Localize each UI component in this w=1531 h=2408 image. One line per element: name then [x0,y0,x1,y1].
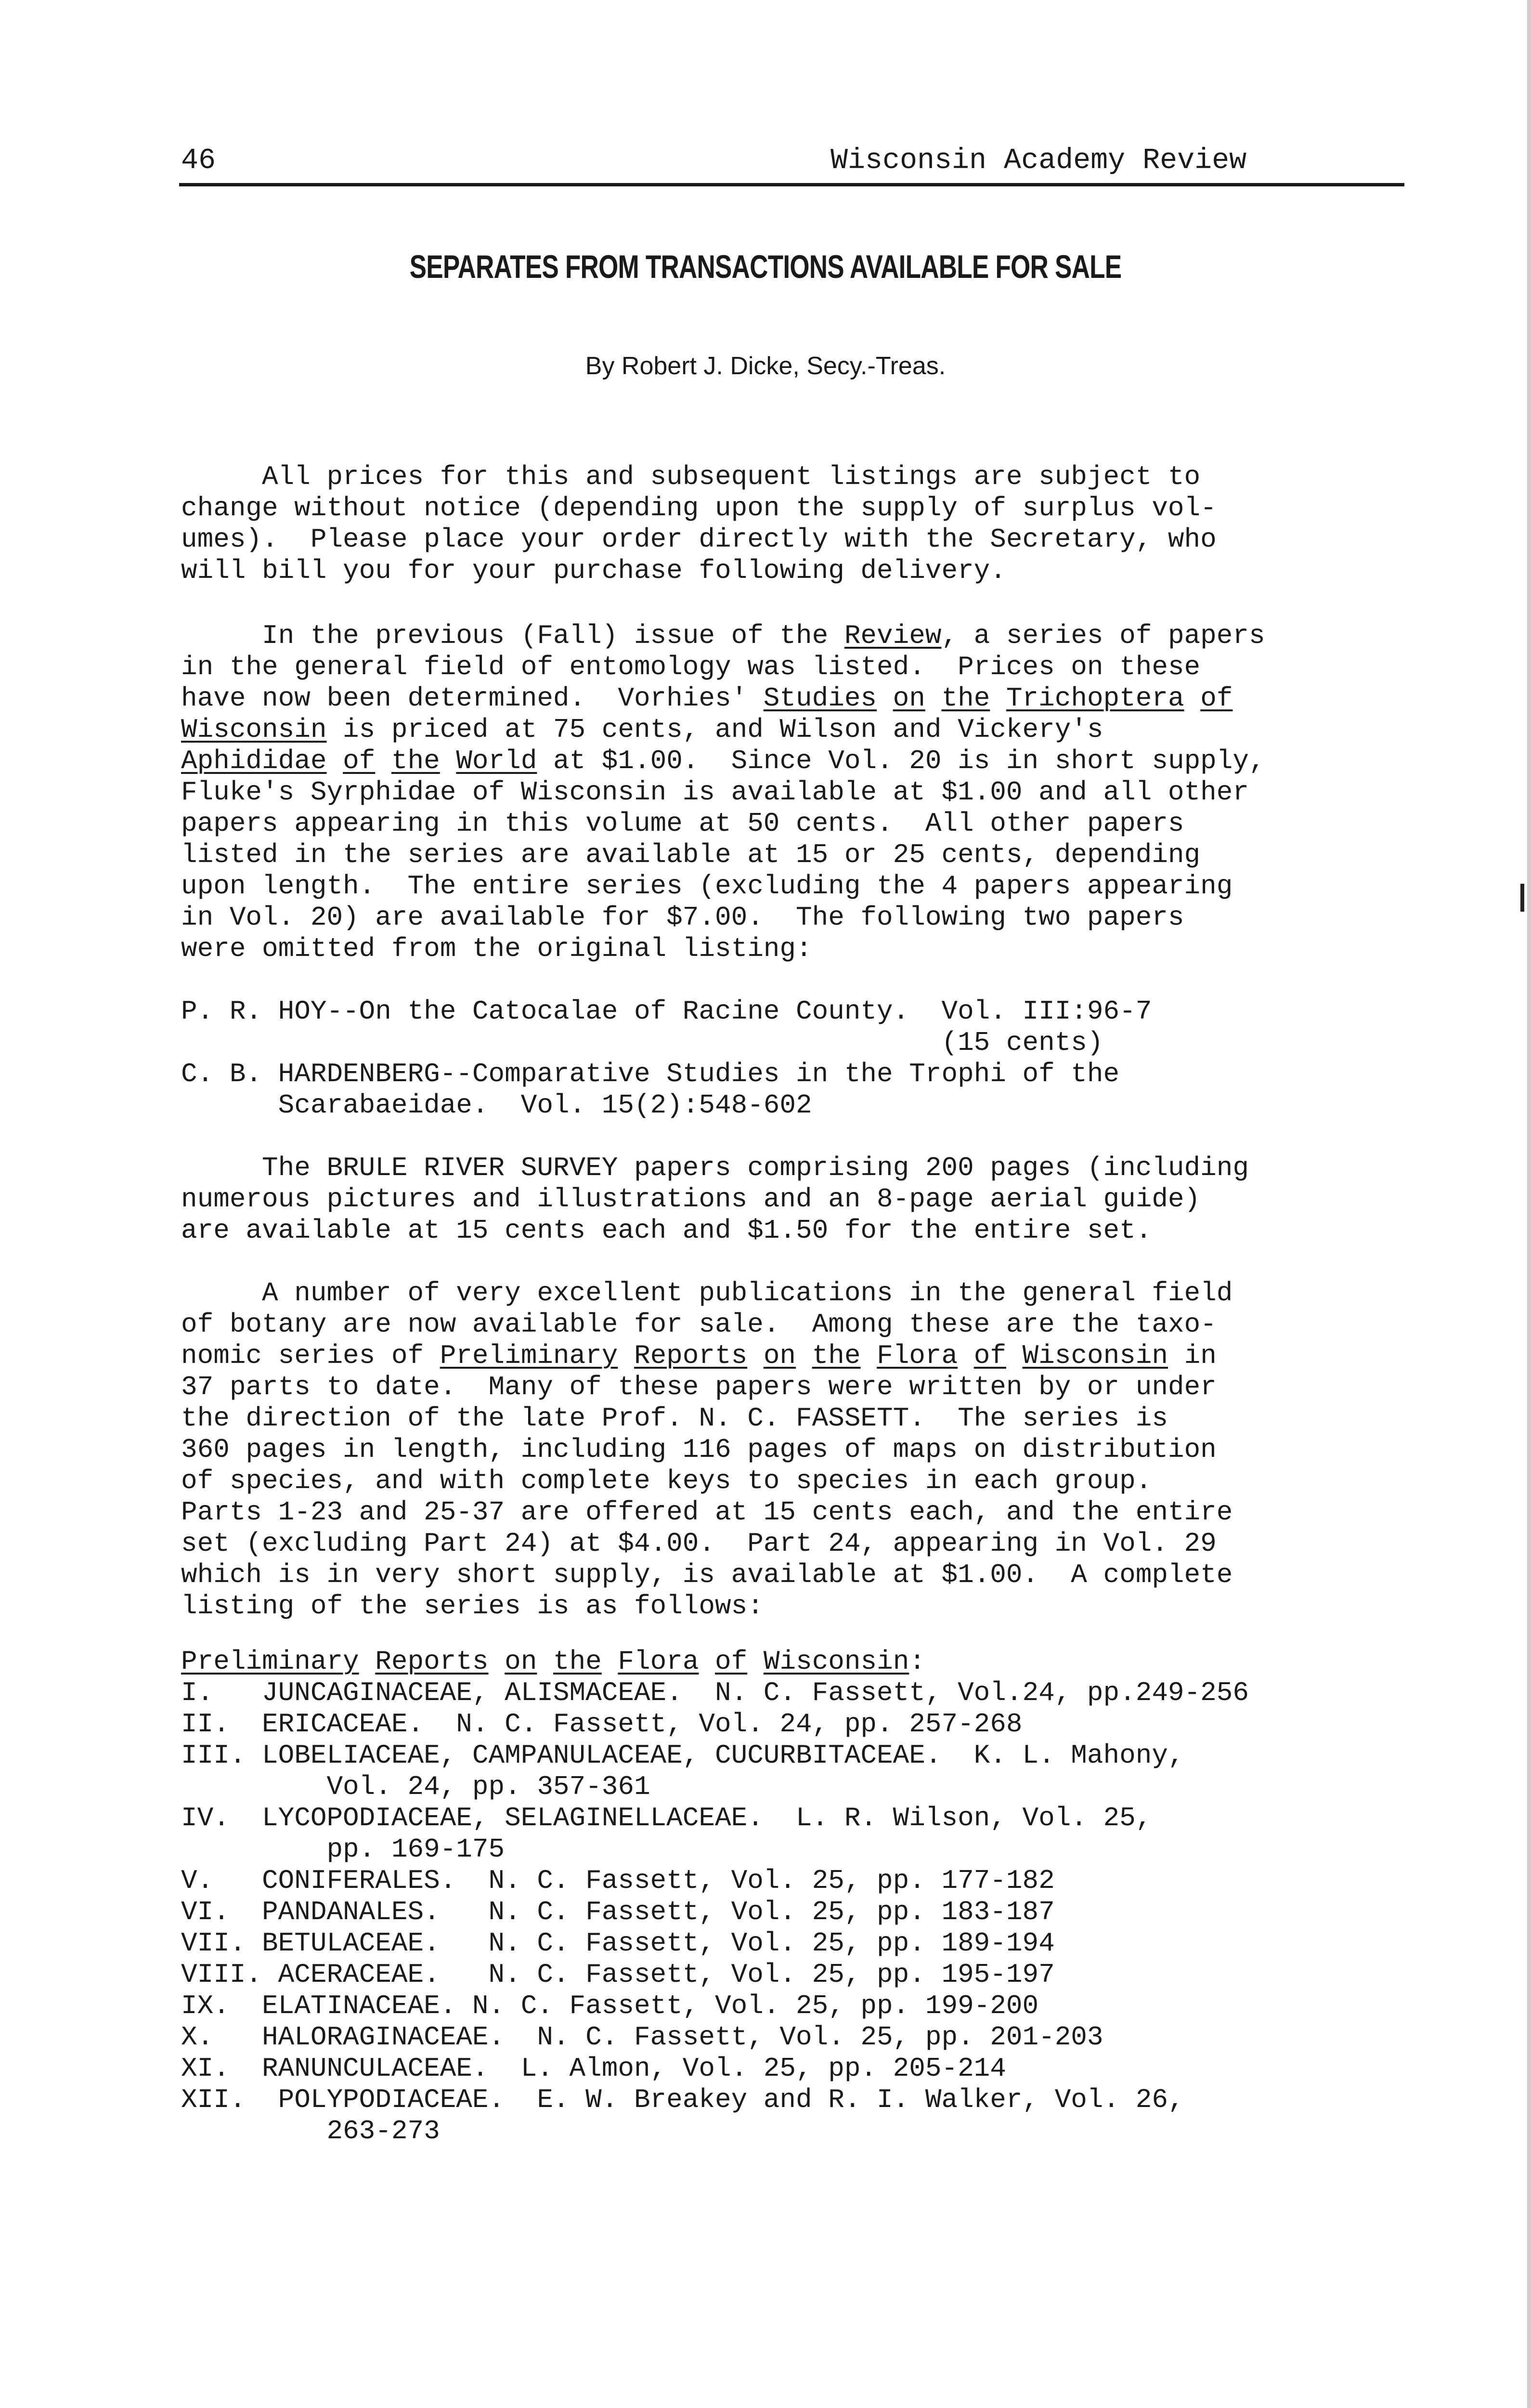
article-title: SEPARATES FROM TRANSACTIONS AVAILABLE FOR SALE [409,249,1122,285]
text-line: 37 parts to date. Many of these papers were written by or under [181,1372,1217,1402]
text-line: which is in very short supply, is available at $1.00. A complete [181,1559,1233,1590]
list-item: XI. RANUNCULACEAE. L. Almon, Vol. 25, pp. 205-214 [181,2053,1006,2084]
text-line: Wisconsin is priced at 75 cents, and Wilson and Vickery's [181,714,1103,745]
text-line: (15 cents) [181,1027,1103,1058]
list-item: X. HALORAGINACEAE. N. C. Fassett, Vol. 25, pp. 201-203 [181,2022,1103,2053]
text-line: In the previous (Fall) issue of the Review, a series of papers [181,620,1265,651]
text-line: Scarabaeidae. Vol. 15(2):548-602 [181,1090,812,1121]
page-number: 46 [181,144,216,177]
list-item: pp. 169-175 [181,1834,505,1865]
text-line: listing of the series is as follows: [181,1591,764,1622]
text-line: A number of very excellent publications in the general field [181,1278,1233,1309]
underlined-title: Review [844,620,942,651]
list-item: 263-273 [181,2116,440,2146]
list-item: IV. LYCOPODIACEAE, SELAGINELLACEAE. L. R. Wilson, Vol. 25, [181,1803,1152,1833]
text-line: were omitted from the original listing: [181,933,812,964]
text-line: nomic series of Preliminary Reports on the Flora of Wisconsin in [181,1340,1217,1371]
text-line: C. B. HARDENBERG--Comparative Studies in the Trophi of the [181,1059,1120,1089]
text-line: will bill you for your purchase following delivery. [181,555,1006,586]
text-line: P. R. HOY--On the Catocalae of Racine County. Vol. III:96-7 [181,996,1152,1027]
text-line: in Vol. 20) are available for $7.00. The following two papers [181,902,1184,933]
text-line: Parts 1-23 and 25-37 are offered at 15 cents each, and the entire [181,1497,1233,1528]
text-line: are available at 15 cents each and $1.50 for the entire set. [181,1215,1152,1246]
list-item: VI. PANDANALES. N. C. Fassett, Vol. 25, pp. 183-187 [181,1897,1055,1927]
text-line: change without notice (depending upon the supply of surplus vol- [181,493,1217,523]
text-line: Aphididae of the World at $1.00. Since Vol. 20 is in short supply, [181,746,1265,776]
scan-mark [1520,884,1524,912]
text-line: The BRULE RIVER SURVEY papers comprising 200 pages (including [181,1152,1249,1183]
list-item: IX. ELATINACEAE. N. C. Fassett, Vol. 25, pp. 199-200 [181,1990,1039,2021]
text-line: listed in the series are available at 15 or 25 cents, depending [181,839,1201,870]
list-heading: Preliminary Reports on the Flora of Wisconsin: [181,1646,925,1677]
list-item: XII. POLYPODIACEAE. E. W. Breakey and R. I. Walker, Vol. 26, [181,2084,1184,2115]
list-item: II. ERICACEAE. N. C. Fassett, Vol. 24, pp. 257-268 [181,1709,1023,1740]
text-line: of botany are now available for sale. Among these are the taxo- [181,1309,1217,1340]
text-line: the direction of the late Prof. N. C. FASSETT. The series is [181,1403,1168,1434]
list-item: III. LOBELIACEAE, CAMPANULACEAE, CUCURBITACEAE. K. L. Mahony, [181,1740,1184,1771]
list-item: VII. BETULACEAE. N. C. Fassett, Vol. 25, pp. 189-194 [181,1928,1055,1959]
list-item: I. JUNCAGINACEAE, ALISMACEAE. N. C. Fassett, Vol.24, pp.249-256 [181,1677,1249,1708]
text-line: of species, and with complete keys to species in each group. [181,1466,1152,1496]
text-line: All prices for this and subsequent listings are subject to [181,461,1201,492]
list-item: V. CONIFERALES. N. C. Fassett, Vol. 25, pp. 177-182 [181,1865,1055,1896]
text-line: umes). Please place your order directly with the Secretary, who [181,524,1217,555]
text-line: papers appearing in this volume at 50 cents. All other papers [181,808,1184,839]
text-line: numerous pictures and illustrations and an 8-page aerial guide) [181,1184,1201,1215]
text-line: Fluke's Syrphidae of Wisconsin is available at $1.00 and all other [181,777,1249,808]
running-header-journal: Wisconsin Academy Review [830,144,1247,177]
text-line: have now been determined. Vorhies' Studies on the Trichoptera of [181,683,1233,714]
header-rule [179,183,1404,186]
text-line: upon length. The entire series (excluding the 4 papers appearing [181,871,1233,902]
list-item: VIII. ACERACEAE. N. C. Fassett, Vol. 25, pp. 195-197 [181,1959,1055,1990]
list-item: Vol. 24, pp. 357-361 [181,1771,650,1802]
text-line: 360 pages in length, including 116 pages of maps on distribution [181,1434,1217,1465]
text-line: set (excluding Part 24) at $4.00. Part 24, appearing in Vol. 29 [181,1528,1217,1559]
article-byline: By Robert J. Dicke, Secy.-Treas. [585,352,946,380]
text-line: in the general field of entomology was listed. Prices on these [181,652,1201,682]
